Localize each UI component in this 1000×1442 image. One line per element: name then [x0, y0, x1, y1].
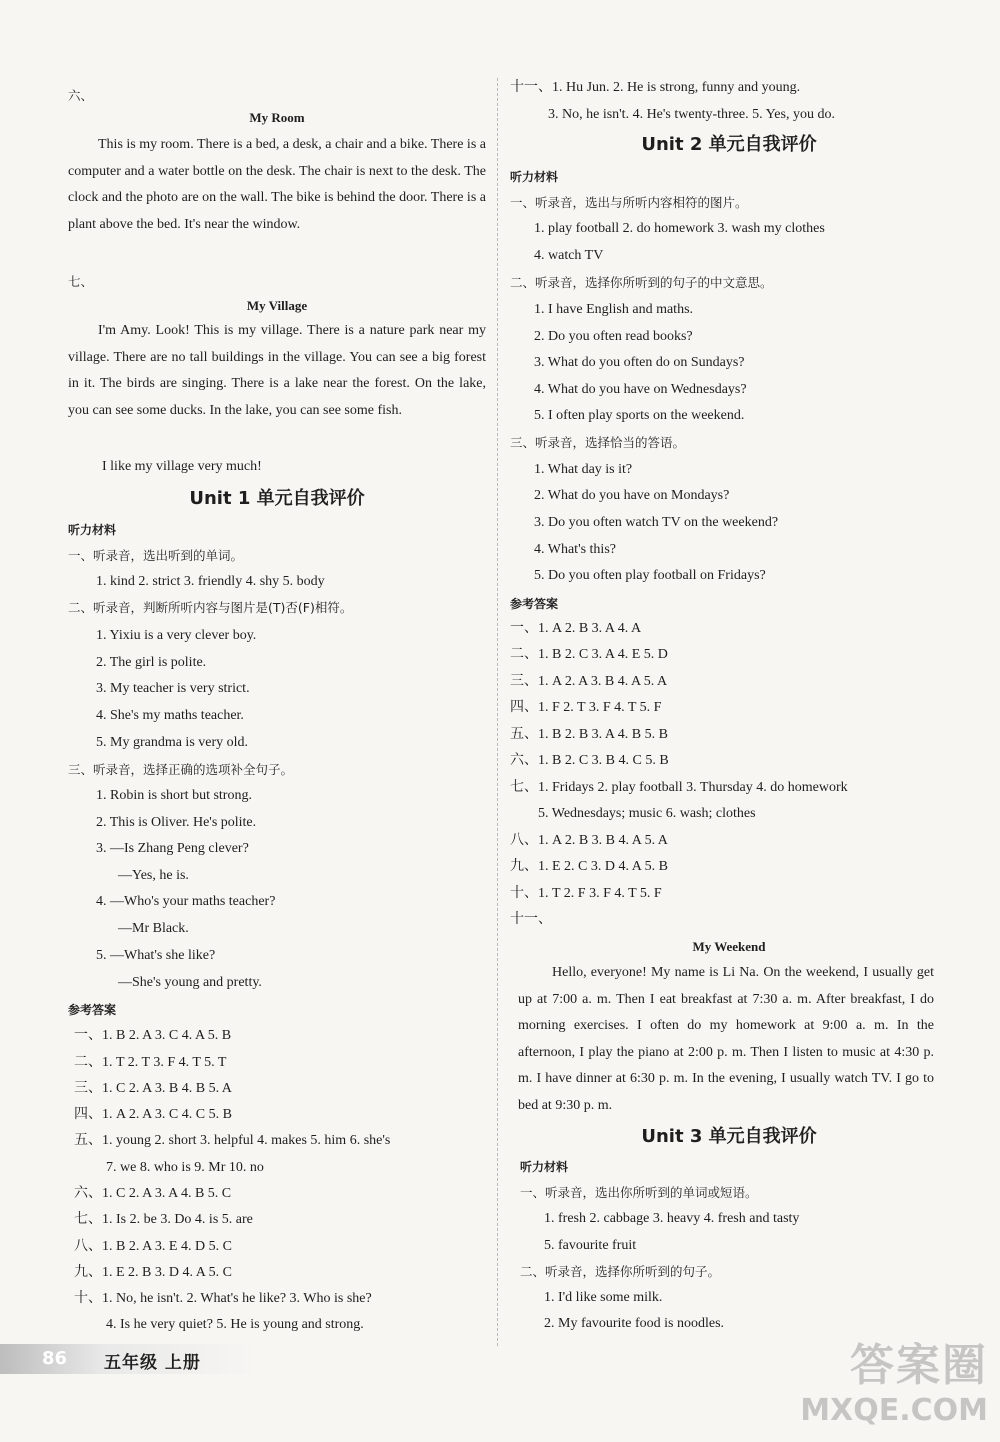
list-item: 4. What do you have on Wednesdays?: [534, 382, 747, 397]
list-item: 2. What do you have on Mondays?: [534, 488, 730, 503]
answer-row: 十、1. No, he isn't. 2. What's he like? 3. Who is she?: [74, 1291, 372, 1306]
my-room-title: My Room: [249, 110, 305, 125]
answer-row: 7. we 8. who is 9. Mr 10. no: [106, 1160, 264, 1175]
unit2-part2-instruction: 二、听录音，选择你所听到的句子的中文意思。: [510, 275, 773, 290]
my-weekend-text: Hello, everyone! My name is Li Na. On the weekend, I usually get up at 7:00 a. m. Then I eat breakfast at 7:30 a. m. After breakfast, I do morning exercises. I often do my homework at 9:00 a. m. In the afternoon, I play the piano at 2:00 p. m. Then I listen to music at 4:30 p. m. I have dinner at 6:30 p. m. In the evening, I usually watch TV. I go to bed at 9:30 p. m.: [518, 965, 934, 1113]
list-item: 2. This is Oliver. He's polite.: [96, 815, 257, 830]
unit2-listening-label: 听力材料: [510, 170, 559, 184]
section-seven-label: 七、: [68, 274, 94, 289]
list-item: 3. —Is Zhang Peng clever?: [96, 841, 249, 856]
list-item: 1. Robin is short but strong.: [96, 788, 252, 803]
answer-row: 六、1. C 2. A 3. A 4. B 5. C: [74, 1186, 232, 1201]
answer-row: 4. Is he very quiet? 5. He is young and strong.: [106, 1317, 364, 1332]
answer-row: 一、1. A 2. B 3. A 4. A: [510, 621, 642, 636]
unit1-part2-instruction: 二、听录音，判断所听内容与图片是(T)否(F)相符。: [68, 600, 353, 615]
answer-row: 二、1. T 2. T 3. F 4. T 5. T: [74, 1055, 227, 1070]
list-item: 4. She's my maths teacher.: [96, 708, 244, 723]
answer-row: 三、1. A 2. A 3. B 4. A 5. A: [510, 674, 668, 689]
answer-row: 十、1. T 2. F 3. F 4. T 5. F: [510, 886, 662, 901]
my-village-title: My Village: [246, 298, 308, 313]
list-item: 2. My favourite food is noodles.: [544, 1316, 725, 1331]
unit1-answers-label: 参考答案: [68, 1003, 117, 1017]
unit2-part1-line2: 4. watch TV: [534, 248, 604, 263]
unit2-part3-instruction: 三、听录音，选择恰当的答语。: [510, 435, 686, 450]
list-item: 3. What do you often do on Sundays?: [534, 355, 745, 370]
my-weekend-title: My Weekend: [692, 939, 766, 954]
column-divider: [497, 78, 498, 1346]
list-item: 3. My teacher is very strict.: [96, 681, 250, 696]
list-item: 5. Do you often play football on Fridays?: [534, 568, 766, 583]
page-number: 86: [42, 1348, 68, 1369]
unit1-part3-instruction: 三、听录音，选择正确的选项补全句子。: [68, 762, 294, 777]
unit3-part1-instruction: 一、听录音，选出你所听到的单词或短语。: [520, 1185, 758, 1200]
answer-row: 四、1. A 2. A 3. C 4. C 5. B: [74, 1107, 232, 1122]
watermark-logo: [800, 1329, 988, 1428]
answer-row: 二、1. B 2. C 3. A 4. E 5. D: [510, 647, 668, 662]
unit1-part1-words: 1. kind 2. strict 3. friendly 4. shy 5. body: [96, 574, 325, 589]
unit2-part1-instruction: 一、听录音，选出与所听内容相符的图片。: [510, 195, 748, 210]
list-item: 5. I often play sports on the weekend.: [534, 408, 745, 423]
watermark-cn: 答案圈: [850, 1340, 988, 1391]
my-village-closing: I like my village very much!: [102, 459, 262, 474]
answer-row: 十一、1. Hu Jun. 2. He is strong, funny and young.: [510, 80, 801, 95]
unit1-part1-instruction: 一、听录音，选出听到的单词。: [68, 548, 244, 563]
answer-row: 3. No, he isn't. 4. He's twenty-three. 5. Yes, you do.: [548, 107, 835, 122]
answer-row: 八、1. A 2. B 3. B 4. A 5. A: [510, 833, 668, 848]
unit3-part1-line1: 1. fresh 2. cabbage 3. heavy 4. fresh and tasty: [544, 1211, 800, 1226]
list-item: —Mr Black.: [118, 921, 189, 936]
list-item: 5. My grandma is very old.: [96, 735, 249, 750]
unit2-part1-line1: 1. play football 2. do homework 3. wash my clothes: [534, 221, 825, 236]
list-item: 2. The girl is polite.: [96, 655, 207, 670]
list-item: —Yes, he is.: [118, 868, 189, 883]
answer-row: 九、1. E 2. C 3. D 4. A 5. B: [510, 859, 668, 874]
list-item: 1. I'd like some milk.: [544, 1290, 663, 1305]
answer-row: 四、1. F 2. T 3. F 4. T 5. F: [510, 700, 662, 715]
answer-row: 三、1. C 2. A 3. B 4. B 5. A: [74, 1081, 232, 1096]
answer-row: 八、1. B 2. A 3. E 4. D 5. C: [74, 1239, 232, 1254]
unit1-heading: Unit 1 单元自我评价: [189, 488, 365, 509]
my-room-text: This is my room. There is a bed, a desk, a chair and a bike. There is a computer and a water bottle on the desk. The chair is next to the desk. The clock and the photo are on the wall. The bike is behind the door. There is a plant above the bed. It's near the window.: [68, 137, 486, 232]
list-item: 1. What day is it?: [534, 462, 633, 477]
answer-row: 六、1. B 2. C 3. B 4. C 5. B: [510, 753, 669, 768]
answer-row: 七、1. Is 2. be 3. Do 4. is 5. are: [74, 1212, 253, 1227]
answer-row: 五、1. young 2. short 3. helpful 4. makes 5. him 6. she's: [74, 1133, 391, 1148]
list-item: 3. Do you often watch TV on the weekend?: [534, 515, 779, 530]
unit2-answers-label: 参考答案: [510, 597, 559, 611]
section-eleven-label: 十一、: [510, 912, 552, 927]
unit3-heading: Unit 3 单元自我评价: [641, 1126, 817, 1147]
unit2-heading: Unit 2 单元自我评价: [641, 134, 817, 155]
list-item: 4. —Who's your maths teacher?: [96, 894, 276, 909]
unit3-part1-line2: 5. favourite fruit: [544, 1238, 637, 1253]
unit3-listening-label: 听力材料: [520, 1160, 569, 1174]
list-item: 5. —What's she like?: [96, 948, 216, 963]
list-item: 1. Yixiu is a very clever boy.: [96, 628, 257, 643]
list-item: 1. I have English and maths.: [534, 302, 694, 317]
list-item: 2. Do you often read books?: [534, 329, 693, 344]
answer-row: 5. Wednesdays; music 6. wash; clothes: [538, 806, 756, 821]
unit3-part2-instruction: 二、听录音，选择你所听到的句子。: [520, 1264, 721, 1279]
answer-row: 七、1. Fridays 2. play football 3. Thursday 4. do homework: [510, 780, 848, 795]
watermark-en: MXQE.COM: [800, 1393, 988, 1428]
answer-row: 五、1. B 2. B 3. A 4. B 5. B: [510, 727, 668, 742]
my-village-text: I'm Amy. Look! This is my village. There is a nature park near my village. There are no tall buildings in the village. You can see a big forest in it. The birds are singing. There is a lake near the forest. On the lake, you can see some ducks. In the lake, you can see some fish.: [68, 323, 486, 418]
unit1-listening-label: 听力材料: [68, 523, 117, 537]
answer-row: 一、1. B 2. A 3. C 4. A 5. B: [74, 1028, 232, 1043]
list-item: —She's young and pretty.: [118, 975, 262, 990]
grade-label: 五年级 上册: [104, 1353, 201, 1373]
answer-row: 九、1. E 2. B 3. D 4. A 5. C: [74, 1265, 232, 1280]
list-item: 4. What's this?: [534, 542, 616, 557]
section-six-label: 六、: [68, 88, 94, 103]
